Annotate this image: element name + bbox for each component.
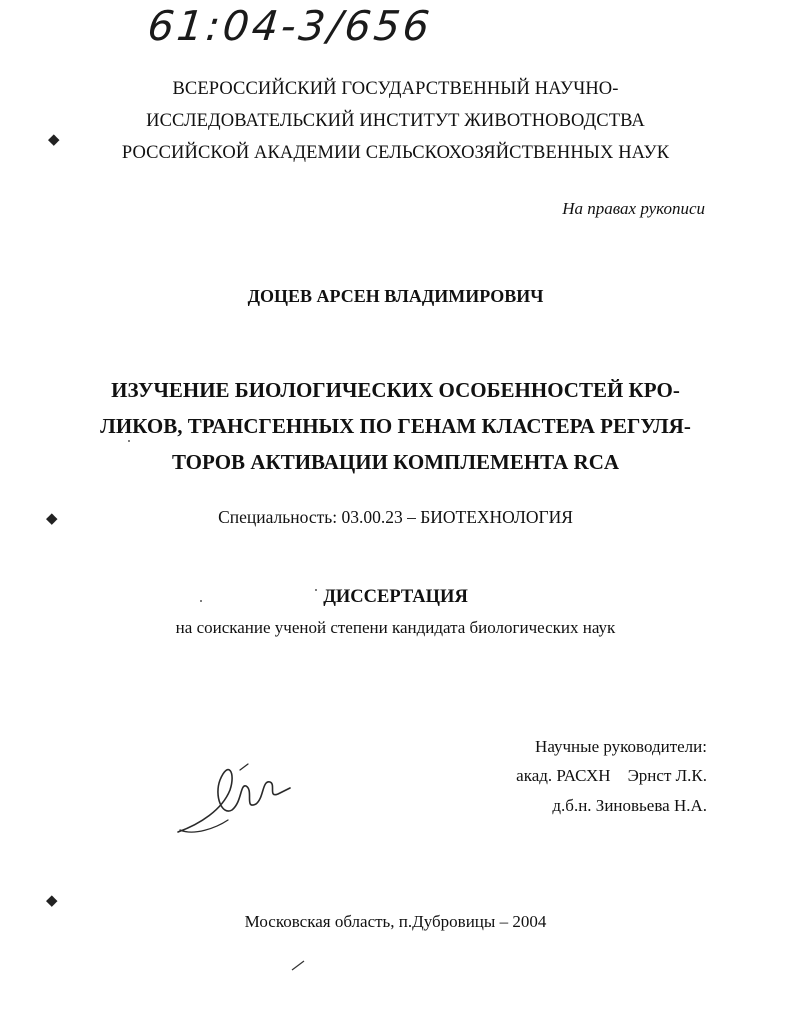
institution-line: ИССЛЕДОВАТЕЛЬСКИЙ ИНСТИТУТ ЖИВОТНОВОДСТВА [146, 111, 645, 131]
binding-mark-icon: ◆ [46, 511, 58, 527]
degree-statement: на соискание ученой степени кандидата биологических наук [175, 618, 616, 637]
handwritten-code: 61:04-3/656 [145, 2, 435, 50]
title-line: ТОРОВ АКТИВАЦИИ КОМПЛЕМЕНТА RCA [171, 450, 620, 474]
title-line: ИЗУЧЕНИЕ БИОЛОГИЧЕСКИХ ОСОБЕННОСТЕЙ КРО- [111, 378, 680, 402]
document-type: ДИССЕРТАЦИЯ [323, 587, 468, 607]
institution-line: ВСЕРОССИЙСКИЙ ГОСУДАРСТВЕННЫЙ НАУЧНО- [172, 79, 619, 99]
supervisor-line: акад. РАСХН Эрнст Л.К. [516, 766, 707, 785]
institution-name [0, 73, 791, 169]
supervisors-heading: Научные руководители: [535, 737, 707, 756]
place-and-year: Московская область, п.Дубровицы – 2004 [244, 912, 547, 931]
institution-line: РОССИЙСКОЙ АКАДЕМИИ СЕЛЬСКОХОЗЯЙСТВЕННЫХ НАУК [121, 143, 670, 163]
author-name: ДОЦЕВ АРСЕН ВЛАДИМИРОВИЧ [247, 286, 544, 306]
speck [128, 440, 130, 442]
binding-mark-icon: ◆ [48, 132, 60, 148]
manuscript-rights: На правах рукописи [562, 199, 705, 218]
binding-mark-icon: ◆ [46, 893, 58, 909]
signature [170, 750, 300, 840]
supervisor-line: д.б.н. Зиновьева Н.А. [552, 796, 707, 815]
dissertation-title [0, 372, 791, 480]
pen-stroke [290, 958, 310, 972]
specialty: Специальность: 03.00.23 – БИОТЕХНОЛОГИЯ [218, 507, 573, 527]
title-line: ЛИКОВ, ТРАНСГЕННЫХ ПО ГЕНАМ КЛАСТЕРА РЕГУЛЯ- [100, 414, 691, 438]
